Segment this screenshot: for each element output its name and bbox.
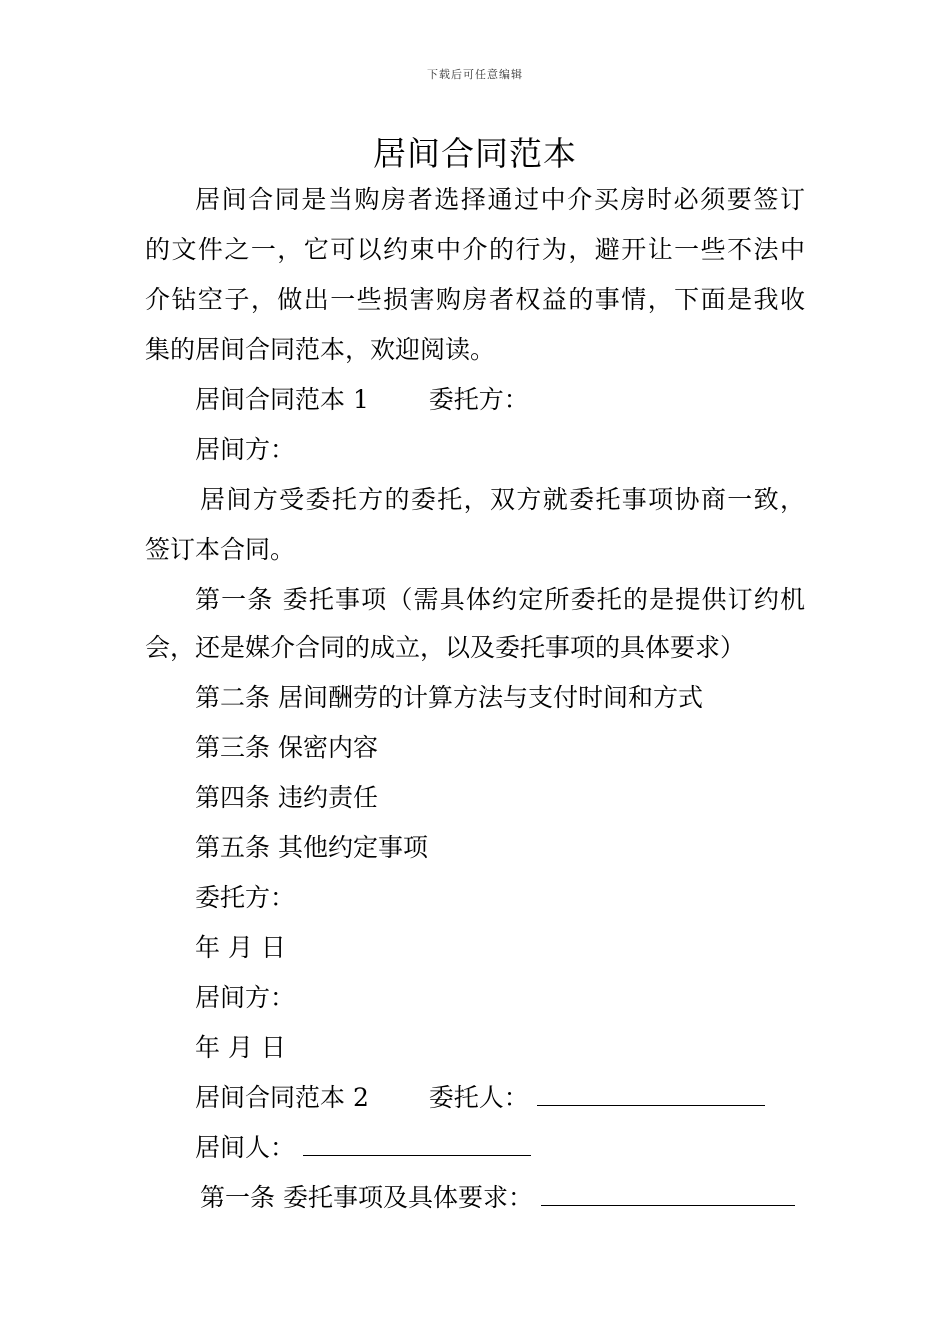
sample1-heading-row [195,385,529,415]
sample1-article2: 第二条 居间酬劳的计算方法与支付时间和方式 [195,683,703,712]
sample1-preamble-line-2: 签订本合同。 [145,535,296,564]
sample2-client-label: 委托人： [428,1083,529,1112]
sample2-heading-row [195,1083,765,1113]
sample2-client-blank [537,1083,765,1106]
sample1-article1-line-1: 第一条 委托事项（需具体约定所委托的是提供订约机 [195,585,805,614]
sample1-client-label: 委托方： [428,385,529,414]
sample2-article1-blank [541,1183,795,1206]
sample1-preamble-line-1: 居间方受委托方的委托，双方就委托事项协商一致， [200,485,805,514]
sample1-sign-broker: 居间方： [195,983,296,1012]
intro-line-1: 居间合同是当购房者选择通过中介买房时必须要签订 [195,185,805,214]
sample2-article1-row [200,1183,795,1213]
header-note: 下载后可任意编辑 [427,68,523,81]
sample1-date-1: 年 月 日 [195,933,286,962]
sample1-article5: 第五条 其他约定事项 [195,833,428,862]
sample1-broker-label: 居间方： [195,435,296,464]
sample1-article4: 第四条 违约责任 [195,783,378,812]
sample2-broker-label: 居间人： [195,1133,296,1162]
sample2-broker-row [195,1133,531,1163]
sample2-broker-blank [303,1133,531,1156]
sample2-heading: 居间合同范本 2 [195,1083,369,1112]
sample1-date-2: 年 月 日 [195,1033,286,1062]
intro-line-4: 集的居间合同范本，欢迎阅读。 [145,335,496,364]
page-title: 居间合同范本 [373,134,577,173]
intro-line-2: 的文件之一，它可以约束中介的行为，避开让一些不法中 [145,235,805,264]
intro-line-3: 介钻空子，做出一些损害购房者权益的事情，下面是我收 [145,285,805,314]
sample2-article1: 第一条 委托事项及具体要求： [200,1183,533,1212]
sample1-article1-line-2: 会，还是媒介合同的成立，以及委托事项的具体要求） [145,633,746,662]
sample1-heading: 居间合同范本 1 [195,385,369,414]
sample1-article3: 第三条 保密内容 [195,733,378,762]
sample1-sign-client: 委托方： [195,883,296,912]
